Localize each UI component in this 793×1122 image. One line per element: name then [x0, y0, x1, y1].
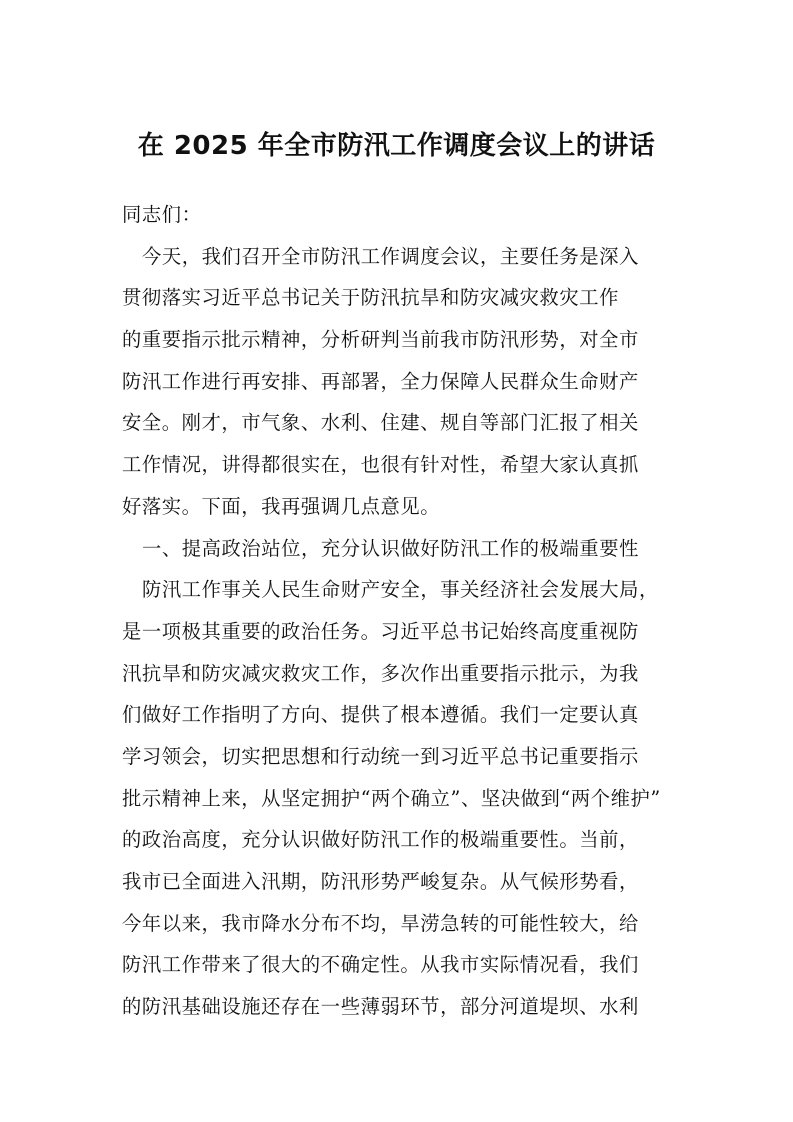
paragraph-2-line-8: 我市已全面进入汛期，防汛形势严峻复杂。从气候形势看，: [122, 870, 639, 893]
paragraph-2-line-1: 防汛工作事关人民生命财产安全，事关经济社会发展大局，: [142, 578, 659, 602]
document-title: 在 2025 年全市防汛工作调度会议上的讲话: [137, 131, 656, 161]
paragraph-2-line-6: 批示精神上来，从坚定拥护“两个确立”、坚决做到“两个维护”: [122, 786, 661, 810]
paragraph-2-line-10: 防汛工作带来了很大的不确定性。从我市实际情况看，我们: [122, 953, 639, 977]
paragraph-1-line-5: 安全。刚才，市气象、水利、住建、规自等部门汇报了相关: [122, 411, 639, 435]
document-body: [122, 194, 682, 1028]
paragraph-2-line-11: 的防汛基础设施还存在一些薄弱环节，部分河道堤坝、水利: [122, 995, 639, 1019]
paragraph-2-line-9: 今年以来，我市降水分布不均，旱涝急转的可能性较大，给: [122, 911, 639, 935]
section-heading-1: 一、提高政治站位，充分认识做好防汛工作的极端重要性: [142, 536, 640, 560]
paragraph-1-line-4: 防汛工作进行再安排、再部署，全力保障人民群众生命财产: [122, 369, 639, 393]
salutation-line: 同志们：: [122, 203, 202, 226]
paragraph-2-line-4: 们做好工作指明了方向、提供了根本遵循。我们一定要认真: [122, 703, 639, 727]
paragraph-2-line-2: 是一项极其重要的政治任务。习近平总书记始终高度重视防: [122, 619, 639, 643]
paragraph-1-line-1: 今天，我们召开全市防汛工作调度会议，主要任务是深入: [142, 244, 640, 268]
paragraph-2-line-5: 学习领会，切实把思想和行动统一到习近平总书记重要指示: [122, 744, 639, 768]
paragraph-1-line-7: 好落实。下面，我再强调几点意见。: [122, 494, 441, 518]
paragraph-2-line-7: 的政治高度，充分认识做好防汛工作的极端重要性。当前，: [122, 828, 639, 852]
paragraph-2-line-3: 汛抗旱和防灾减灾救灾工作，多次作出重要指示批示，为我: [122, 661, 639, 685]
paragraph-1-line-3: 的重要指示批示精神，分析研判当前我市防汛形势，对全市: [122, 328, 639, 352]
paragraph-1-line-6: 工作情况，讲得都很实在，也很有针对性，希望大家认真抓: [122, 453, 639, 477]
paragraph-1-line-2: 贯彻落实习近平总书记关于防汛抗旱和防灾减灾救灾工作: [122, 286, 620, 310]
